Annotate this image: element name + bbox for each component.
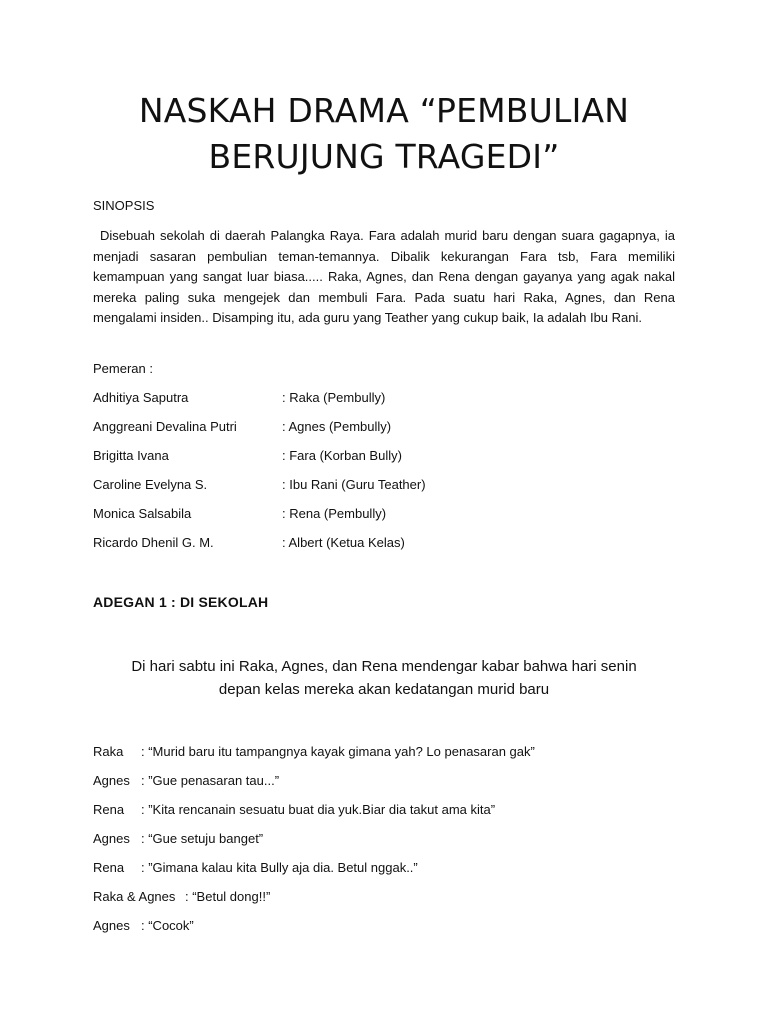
title-line-2: BERUJUNG TRAGEDI”	[208, 137, 560, 176]
synopsis-label: SINOPSIS	[93, 198, 155, 213]
narration-line-2: depan kelas mereka akan kedatangan murid baru	[218, 681, 550, 698]
dialogue-speaker: Agnes	[93, 831, 130, 846]
dialogue-line	[93, 916, 713, 945]
dialogue-text: : “Betul dong!!”	[185, 889, 271, 904]
cast-actor: Anggreani Devalina Putri	[93, 419, 237, 434]
dialogue-speaker: Rena	[93, 860, 125, 875]
dialogue-speaker: Rena	[93, 802, 125, 817]
dialogue-speaker: Agnes	[93, 773, 130, 788]
cast-row	[93, 388, 593, 417]
cast-actor: Monica Salsabila	[93, 506, 192, 521]
cast-actor: Caroline Evelyna S.	[93, 477, 208, 492]
narration-line-1: Di hari sabtu ini Raka, Agnes, dan Rena mendengar kabar bahwa hari senin	[131, 658, 637, 675]
dialogue-text: : ”Gimana kalau kita Bully aja dia. Betul nggak..”	[141, 860, 418, 875]
dialogue-line	[93, 887, 713, 916]
dialogue-line	[93, 858, 713, 887]
dialogue-speaker: Raka & Agnes	[93, 889, 176, 904]
scene-heading: ADEGAN 1 : DI SEKOLAH	[93, 594, 269, 610]
cast-row	[93, 533, 593, 562]
cast-list	[93, 388, 593, 562]
dialogue-text: : “Cocok”	[141, 918, 194, 933]
cast-role: : Fara (Korban Bully)	[282, 448, 402, 463]
dialogue-speaker: Agnes	[93, 918, 130, 933]
dialogue-line	[93, 800, 713, 829]
cast-role: : Ibu Rani (Guru Teather)	[282, 477, 426, 492]
dialogue-text: : ”Kita rencanain sesuatu buat dia yuk.Biar dia takut ama kita”	[141, 802, 496, 817]
document-title	[60, 88, 708, 180]
dialogue-list	[93, 742, 713, 945]
synopsis-paragraph: Disebuah sekolah di daerah Palangka Raya. Fara adalah murid baru dengan suara gagapnya, ia menjadi sasaran pembulian teman-temannya. Dibalik kekurangan Fara tsb, Fara memiliki kemampuan yang sangat luar biasa..... Raka, Agnes, dan Rena dengan gayanya yang agak nakal mereka paling suka mengejek dan membuli Fara. Pada suatu hari Raka, Agnes, dan Rena mengalami insiden.. Disamping itu, ada guru yang Teather yang cukup baik, Ia adalah Ibu Rani.	[93, 228, 675, 325]
cast-role: : Raka (Pembully)	[282, 390, 386, 405]
dialogue-line	[93, 771, 713, 800]
cast-row	[93, 504, 593, 533]
scene-narration	[60, 655, 708, 701]
cast-actor: Ricardo Dhenil G. M.	[93, 535, 214, 550]
cast-label: Pemeran :	[93, 361, 153, 376]
title-line-1: NASKAH DRAMA “PEMBULIAN	[138, 91, 630, 130]
cast-role: : Rena (Pembully)	[282, 506, 387, 521]
dialogue-text: : “Murid baru itu tampangnya kayak gimana yah? Lo penasaran gak”	[141, 744, 535, 759]
cast-actor: Brigitta Ivana	[93, 448, 169, 463]
dialogue-line	[93, 829, 713, 858]
dialogue-text: : “Gue setuju banget”	[141, 831, 264, 846]
dialogue-line	[93, 742, 713, 771]
dialogue-text: : ”Gue penasaran tau...”	[141, 773, 280, 788]
cast-actor: Adhitiya Saputra	[93, 390, 189, 405]
dialogue-speaker: Raka	[93, 744, 124, 759]
cast-row	[93, 446, 593, 475]
cast-role: : Agnes (Pembully)	[282, 419, 392, 434]
cast-row	[93, 417, 593, 446]
cast-row	[93, 475, 593, 504]
cast-role: : Albert (Ketua Kelas)	[282, 535, 405, 550]
